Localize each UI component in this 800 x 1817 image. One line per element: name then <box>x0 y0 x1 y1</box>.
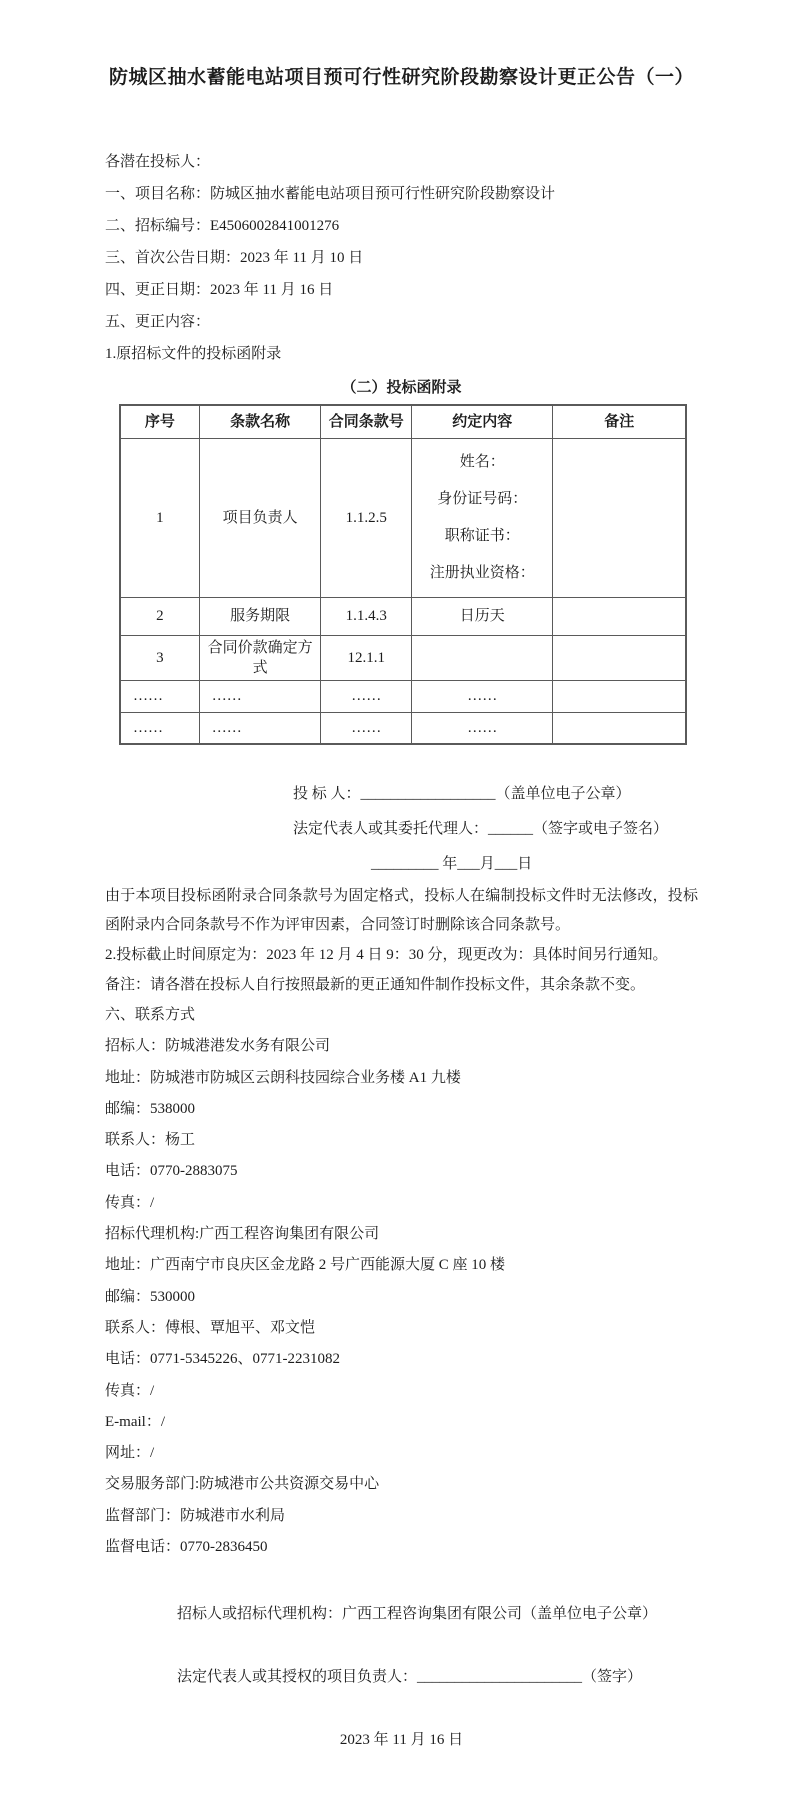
content-line-title-certificate: 职称证书： <box>444 528 520 544</box>
contact-fax-2: 传真：/ <box>105 1382 155 1399</box>
cell-clause-no: 12.1.1 <box>321 635 412 680</box>
contact-postcode-1: 邮编：538000 <box>105 1100 196 1117</box>
cell-seq: 3 <box>120 635 199 680</box>
contact-supervision-phone: 监督电话：0770-2836450 <box>105 1539 268 1556</box>
cell-seq: …… <box>120 712 199 744</box>
contact-agency: 招标代理机构:广西工程咨询集团有限公司 <box>105 1226 380 1243</box>
meta-correction-content-heading: 五、更正内容： <box>105 314 211 330</box>
cell-clause-no: 1.1.4.3 <box>321 597 412 635</box>
meta-correction-date: 四、更正日期：2023 年 11 月 16 日 <box>105 282 334 298</box>
footer-date: 2023 年 11 月 16 日 <box>339 1732 464 1749</box>
cell-content: …… <box>411 680 553 712</box>
cell-clause-name: 服务期限 <box>199 597 321 635</box>
signature-date-blank-line: _________ 年___月___日 <box>371 856 533 872</box>
bid-letter-appendix-table <box>119 404 687 745</box>
contact-person-1: 联系人：杨工 <box>105 1132 196 1149</box>
content-line-id-number: 身份证号码： <box>437 491 528 507</box>
cell-clause-name: …… <box>199 680 321 712</box>
contact-person-2: 联系人：傅根、覃旭平、邓文恺 <box>105 1319 316 1336</box>
cell-seq: 2 <box>120 597 199 635</box>
contact-address-2: 地址：广西南宁市良庆区金龙路 2 号广西能源大厦 C 座 10 楼 <box>105 1257 506 1274</box>
table-row <box>120 597 686 635</box>
salutation: 各潜在投标人： <box>105 154 211 170</box>
col-header-clause-no: 合同条款号 <box>321 405 412 438</box>
cell-content <box>411 438 553 597</box>
deadline-change-note: 2.投标截止时间原定为：2023 年 12 月 4 日 9：30 分，现更改为：具体时间另行通知。 <box>105 947 668 963</box>
agent-signature-line: 法定代表人或其委托代理人：______（签字或电子签名） <box>293 821 669 837</box>
cell-clause-no: 1.1.2.5 <box>321 438 412 597</box>
contact-postcode-2: 邮编：530000 <box>105 1288 196 1305</box>
cell-seq: 1 <box>120 438 199 597</box>
contact-phone-1: 电话：0770-2883075 <box>105 1163 238 1180</box>
cell-clause-name: 项目负责人 <box>199 438 321 597</box>
appendix-table-caption: （二）投标函附录 <box>341 380 462 396</box>
cell-content: 日历天 <box>411 597 553 635</box>
meta-tender-number: 二、招标编号：E4506002841001276 <box>105 218 340 234</box>
table-row <box>120 712 686 744</box>
cell-clause-no: …… <box>321 680 412 712</box>
content-line-registration-qualification: 注册执业资格： <box>429 565 535 581</box>
page-title: 防城区抽水蓄能电站项目预可行性研究阶段勘察设计更正公告（一） <box>108 67 694 88</box>
table-row <box>120 438 686 597</box>
cell-remark <box>553 438 686 597</box>
cell-remark <box>553 712 686 744</box>
col-header-content: 约定内容 <box>411 405 553 438</box>
bid-signature-block <box>105 777 698 882</box>
content-line-name: 姓名： <box>459 454 505 470</box>
contact-supervision-dept: 监督部门：防城港市水利局 <box>105 1507 286 1524</box>
cell-remark <box>553 597 686 635</box>
cell-content <box>411 635 553 680</box>
cell-clause-no: …… <box>321 712 412 744</box>
cell-remark <box>553 635 686 680</box>
contact-address-1: 地址：防城港市防城区云朗科技园综合业务楼 A1 九楼 <box>105 1069 461 1086</box>
contact-fax-1: 传真：/ <box>105 1194 155 1211</box>
cell-clause-name: 合同价款确定方式 <box>199 635 321 680</box>
table-row <box>120 635 686 680</box>
contact-section-heading: 六、联系方式 <box>105 1007 196 1023</box>
col-header-clause-name: 条款名称 <box>199 405 321 438</box>
footer-signature-block <box>105 1599 698 1693</box>
cell-content: …… <box>411 712 553 744</box>
contact-website: 网址：/ <box>105 1445 155 1462</box>
contact-bidder: 招标人：防城港港发水务有限公司 <box>105 1038 331 1055</box>
cell-remark <box>553 680 686 712</box>
table-header-row <box>120 405 686 438</box>
table-row <box>120 680 686 712</box>
meta-original-appendix-note: 1.原招标文件的投标函附录 <box>105 346 282 362</box>
remark-note: 备注：请各潜在投标人自行按照最新的更正通知件制作投标文件，其余条款不变。 <box>105 977 646 993</box>
contact-phone-2: 电话：0771-5345226、0771-2231082 <box>105 1351 340 1368</box>
contact-trade-service-dept: 交易服务部门:防城港市公共资源交易中心 <box>105 1476 380 1493</box>
footer-agency-seal-line: 招标人或招标代理机构：广西工程咨询集团有限公司（盖单位电子公章） <box>177 1606 658 1623</box>
footer-signer-line: 法定代表人或其授权的项目负责人：______________________（签字） <box>177 1669 643 1686</box>
col-header-seq: 序号 <box>120 405 199 438</box>
cell-clause-name: …… <box>199 712 321 744</box>
col-header-remark: 备注 <box>553 405 686 438</box>
fixed-format-note: 由于本项目投标函附录合同条款号为固定格式，投标人在编制投标文件时无法修改，投标函附录内合同条款号不作为评审因素，合同签订时删除该合同条款号。 <box>105 888 698 933</box>
meta-project-name: 一、项目名称：防城区抽水蓄能电站项目预可行性研究阶段勘察设计 <box>105 186 556 202</box>
contact-email: E-mail：/ <box>105 1413 165 1430</box>
bidder-signature-line: 投 标 人：__________________（盖单位电子公章） <box>293 786 631 802</box>
meta-first-announcement-date: 三、首次公告日期：2023 年 11 月 10 日 <box>105 250 364 266</box>
cell-seq: …… <box>120 680 199 712</box>
